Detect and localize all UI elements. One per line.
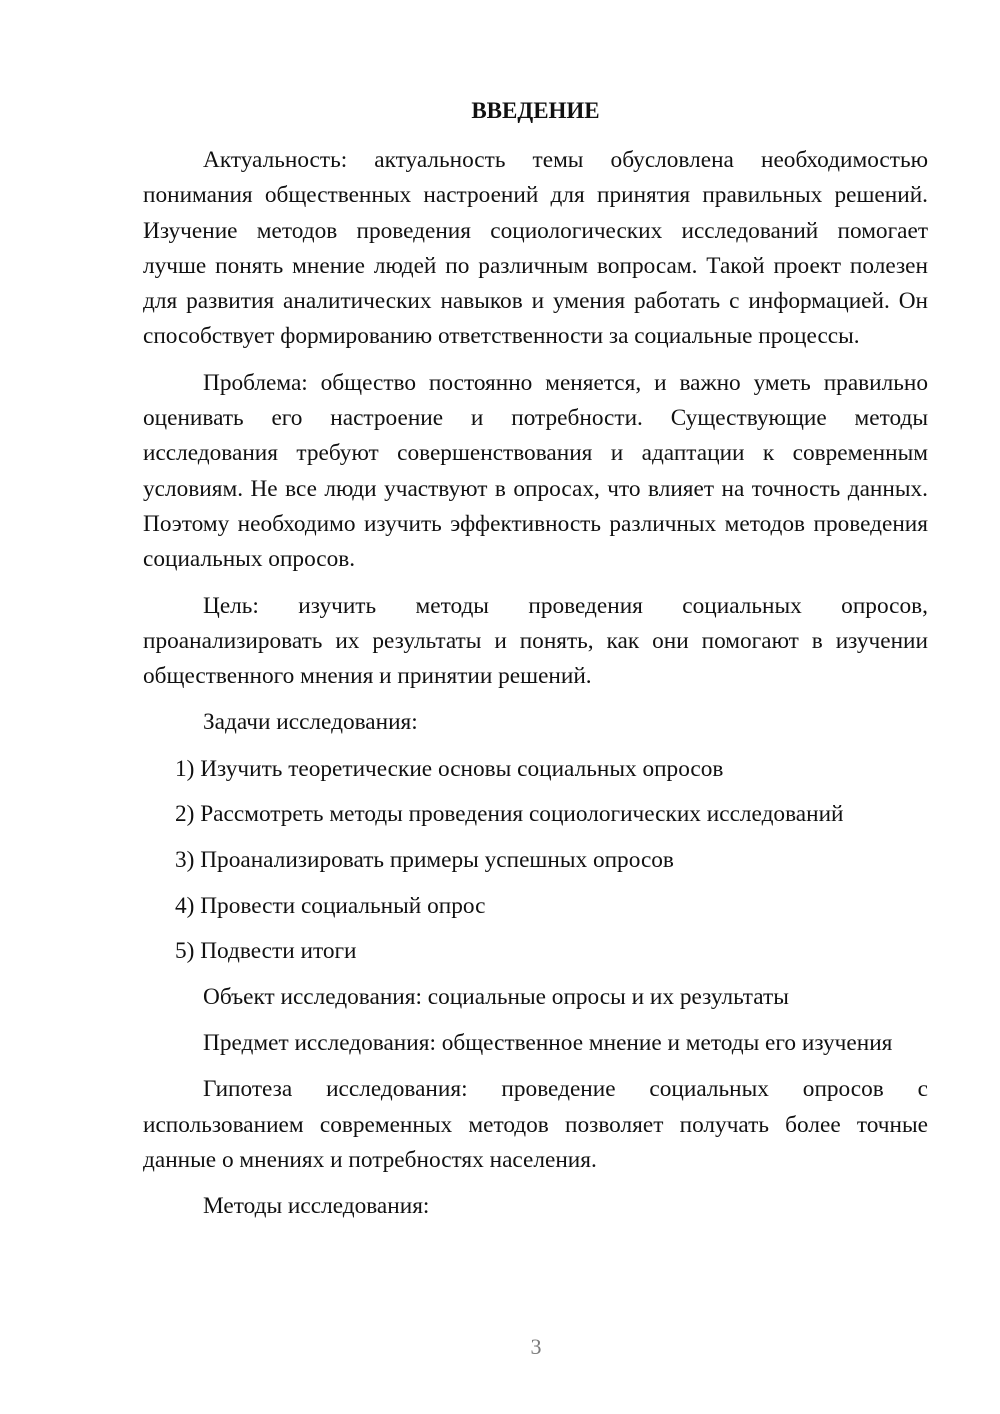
- section-heading: ВВЕДЕНИЕ: [471, 98, 600, 123]
- task-item: 1) Изучить теоретические основы социальных опросов: [175, 755, 724, 782]
- problem-paragraph: Проблема: общество постоянно меняется, и важно уметь правильно оценивать его настроение и потребности. Существующие методы исследования требуют совершенствования и адаптации к современным условиям. Не все люди участвуют в опросах, что влияет на точность данных. Поэтому необходимо изучить эффективность различных методов проведения социальных опросов.: [143, 369, 928, 573]
- subject-paragraph: Предмет исследования: общественное мнение и методы его изучения: [203, 1030, 893, 1057]
- tasks-heading: Задачи исследования:: [203, 709, 418, 736]
- tasks-list: [143, 752, 928, 970]
- page-content: [143, 94, 928, 1225]
- task-item: 4) Провести социальный опрос: [175, 892, 486, 919]
- task-item: 5) Подвести итоги: [175, 938, 357, 965]
- page-number: 3: [530, 1334, 542, 1359]
- methods-heading: Методы исследования:: [203, 1193, 430, 1220]
- relevance-paragraph: Актуальность: актуальность темы обусловлена необходимостью понимания общественных настроений для принятия правильных решений. Изучение методов проведения социологических исследований помогает лучше понять мнение людей по различным вопросам. Такой проект полезен для развития аналитических навыков и умения работать с информацией. Он способствует формированию ответственности за социальные процессы.: [143, 147, 928, 350]
- object-paragraph: Объект исследования: социальные опросы и их результаты: [203, 983, 789, 1010]
- hypothesis-paragraph: Гипотеза исследования: проведение социальных опросов с использованием современных методов позволяет получать более точные данные о мнениях и потребностях населения.: [143, 1076, 928, 1173]
- task-item: 3) Проанализировать примеры успешных опросов: [175, 846, 674, 873]
- task-item: 2) Рассмотреть методы проведения социологических исследований: [175, 801, 844, 828]
- goal-paragraph: Цель: изучить методы проведения социальных опросов, проанализировать их результаты и понять, как они помогают в изучении общественного мнения и принятии решений.: [143, 592, 928, 690]
